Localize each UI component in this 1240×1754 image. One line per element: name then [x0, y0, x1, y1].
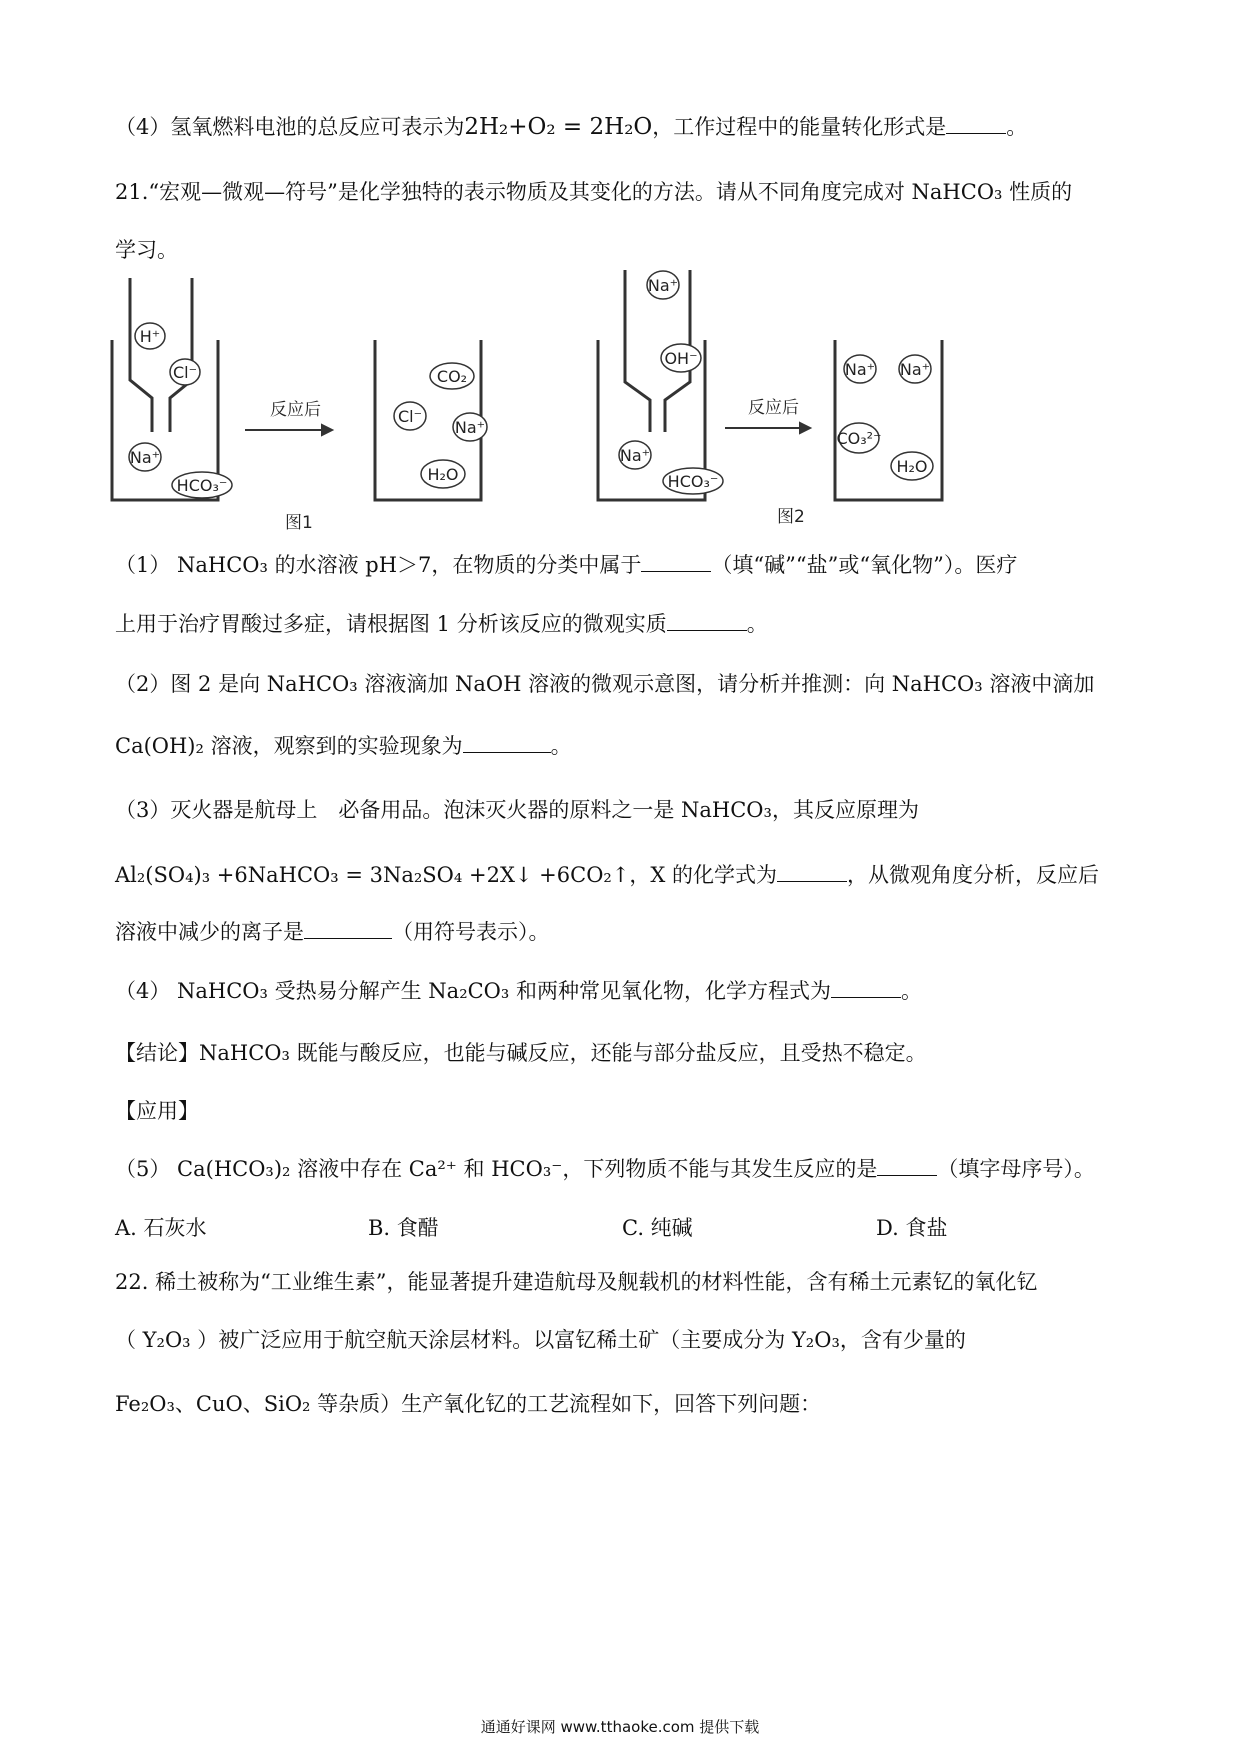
q21-part3-line2: Al₂(SO₄)₃ +6NaHCO₃ = 3Na₂SO₄ +2X↓ +6CO₂↑，X 的化学式为 ，从微观角度分析，反应后	[115, 863, 1100, 887]
svg-text:OH⁻: OH⁻	[664, 349, 698, 368]
fig1-caption: 图1	[285, 513, 313, 530]
q21-intro-line2: 学习。	[115, 238, 178, 262]
answer-blank[interactable]	[831, 979, 901, 998]
page-footer: 通通好课网 www.tthaoke.com 提供下载	[480, 1718, 760, 1736]
q21-conclusion: 【结论】NaHCO₃ 既能与酸反应，也能与碱反应，还能与部分盐反应，且受热不稳定。	[115, 1041, 927, 1065]
q21-part3-line3: 溶液中减少的离子是 （用符号表示）。	[115, 920, 550, 944]
answer-blank[interactable]	[667, 612, 747, 631]
svg-text:CO₃²⁻: CO₃²⁻	[836, 429, 882, 448]
svg-text:H⁺: H⁺	[139, 327, 161, 346]
fig2-dropper	[625, 270, 650, 432]
reaction-diagram	[100, 270, 1000, 530]
q21-part3-line1: （3）灭火器是航母上 必备用品。泡沫灭火器的原料之一是 NaHCO₃，其反应原理为	[115, 798, 919, 822]
answer-blank[interactable]	[946, 115, 1006, 134]
svg-text:HCO₃⁻: HCO₃⁻	[667, 472, 719, 491]
q21-part1-line2: 上用于治疗胃酸过多症，请根据图 1 分析该反应的微观实质 。	[115, 612, 768, 636]
svg-text:Na⁺: Na⁺	[899, 360, 931, 379]
q21-intro-line1: 21.“宏观—微观—符号”是化学独特的表示物质及其变化的方法。请从不同角度完成对 NaHCO₃ 性质的	[115, 180, 1073, 204]
svg-text:Cl⁻: Cl⁻	[172, 363, 198, 382]
answer-blank[interactable]	[877, 1157, 937, 1176]
answer-blank[interactable]	[777, 863, 847, 882]
option-b[interactable]: B. 食醋	[368, 1216, 439, 1240]
q21-part5: （5） Ca(HCO₃)₂ 溶液中存在 Ca²⁺ 和 HCO₃⁻，下列物质不能与其发生反应的是 （填字母序号）。	[115, 1157, 1095, 1181]
answer-blank[interactable]	[641, 553, 711, 572]
q21-application-heading: 【应用】	[115, 1099, 199, 1123]
svg-text:CO₂: CO₂	[436, 367, 468, 386]
fig1-arrow-label: 反应后	[270, 400, 321, 420]
q21-part1-line1: （1） NaHCO₃ 的水溶液 pH＞7，在物质的分类中属于 （填“碱”“盐”或“氧化物”）。医疗	[115, 553, 1018, 577]
q21-part4: （4） NaHCO₃ 受热易分解产生 Na₂CO₃ 和两种常见氧化物，化学方程式为 。	[115, 979, 922, 1003]
svg-text:Na⁺: Na⁺	[619, 446, 651, 465]
q21-part2-line1: （2）图 2 是向 NaHCO₃ 溶液滴加 NaOH 溶液的微观示意图，请分析并推测：向 NaHCO₃ 溶液中滴加	[115, 672, 1095, 696]
svg-text:Na⁺: Na⁺	[647, 276, 679, 295]
q22-line3: Fe₂O₃、CuO、SiO₂ 等杂质）生产氧化钇的工艺流程如下，回答下列问题：	[115, 1392, 822, 1416]
fig2-arrow-label: 反应后	[748, 398, 799, 418]
answer-blank[interactable]	[304, 920, 392, 939]
fig2-caption: 图2	[777, 507, 805, 527]
fig1-dropper	[130, 278, 152, 432]
svg-text:H₂O: H₂O	[896, 457, 928, 476]
svg-text:Cl⁻: Cl⁻	[397, 407, 423, 426]
option-c[interactable]: C. 纯碱	[622, 1216, 693, 1240]
q21-part2-line2: Ca(OH)₂ 溶液，观察到的实验现象为 。	[115, 734, 572, 758]
svg-text:Na⁺: Na⁺	[844, 360, 876, 379]
svg-text:HCO₃⁻: HCO₃⁻	[176, 476, 228, 495]
answer-blank[interactable]	[463, 734, 551, 753]
q22-line1: 22. 稀土被称为“工业维生素”，能显著提升建造航母及舰载机的材料性能，含有稀土元素钇的氧化钇	[115, 1270, 1038, 1294]
option-a[interactable]: A. 石灰水	[115, 1216, 207, 1240]
svg-text:H₂O: H₂O	[427, 465, 459, 484]
q20-part4: （4）氢氧燃料电池的总反应可表示为2H₂+O₂ = 2H₂O，工作过程中的能量转化形式是 。	[115, 114, 1028, 140]
option-d[interactable]: D. 食盐	[876, 1216, 948, 1240]
svg-text:Na⁺: Na⁺	[454, 418, 486, 437]
svg-text:Na⁺: Na⁺	[129, 448, 161, 467]
q22-line2: （ Y₂O₃ ）被广泛应用于航空航天涂层材料。以富钇稀土矿（主要成分为 Y₂O₃，含有少量的	[115, 1328, 966, 1352]
